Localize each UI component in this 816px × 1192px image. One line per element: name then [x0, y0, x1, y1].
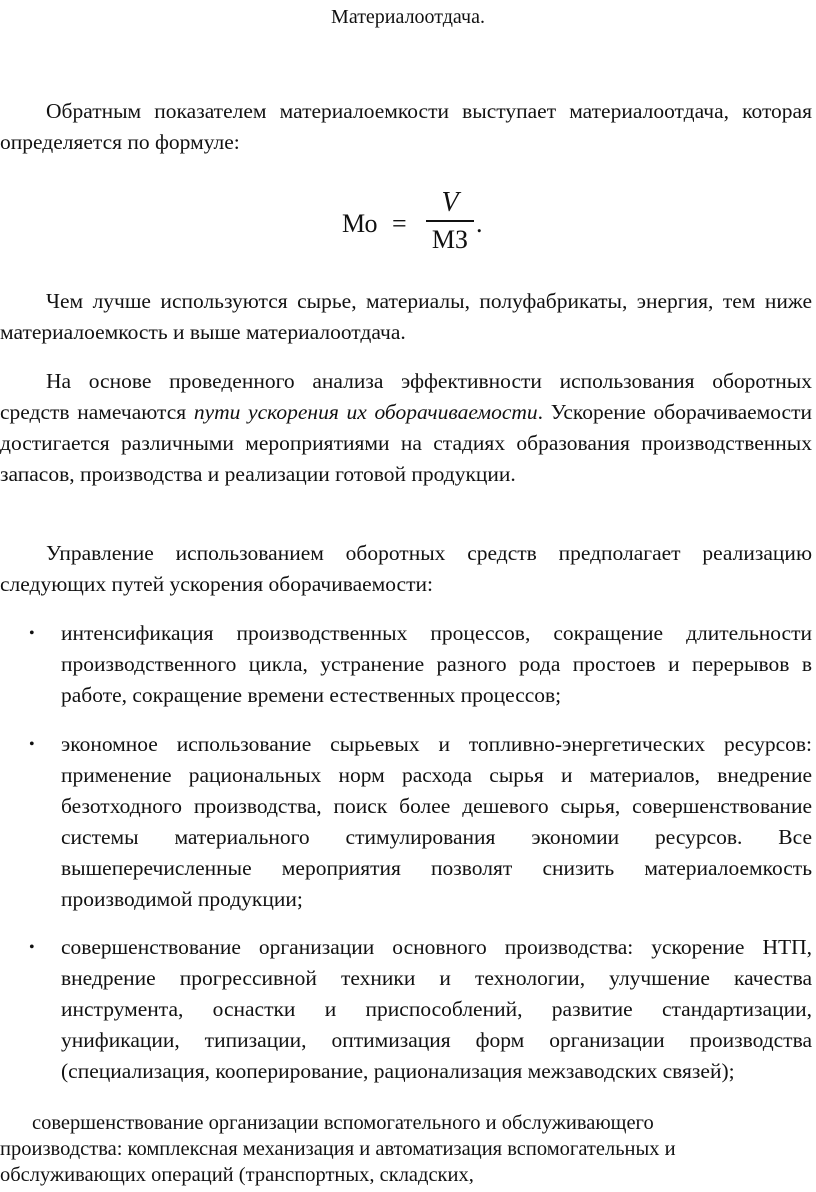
formula-fraction	[424, 186, 476, 258]
list-item	[0, 618, 812, 711]
list-item-text: экономное использование сырьевых и топливно-энергетических ресурсов: применение рациональных норм расхода сырья и материалов, внедрение безотходного производства, поиск более дешевого сырья, совершенствование системы материального стимулирования экономии ресурсов. Все вышеперечисленные мероприятия позволят снизить материалоемкость производимой продукции;	[61, 732, 812, 911]
list-item-text: интенсификация производственных процессов, сокращение длительности производственного цикла, устранение разного рода простоев и перерывов в работе, сокращение времени естественных процессов;	[61, 621, 812, 707]
paragraph-auxiliary-line: производства: комплексная механизация и автоматизация вспомогательных и	[0, 1138, 676, 1160]
paragraph-acceleration-rest: . Ускорение оборачиваемости достигается различными мероприятиями на стадиях образования производственных запасов, производства и реализации готовой продукции.	[0, 400, 812, 486]
formula-end: .	[476, 209, 483, 238]
paragraph-auxiliary-line: совершенствование организации вспомогательного и обслуживающего	[32, 1112, 654, 1134]
list-item	[0, 932, 812, 1087]
bullet-icon: •	[29, 736, 35, 753]
bullet-icon: •	[29, 625, 35, 642]
paragraph-acceleration	[0, 366, 812, 490]
paragraph-management: Управление использованием оборотных средств предполагает реализацию следующих путей ускорения оборачиваемости:	[0, 541, 812, 596]
formula-lhs: Мо	[342, 209, 378, 238]
paragraph-auxiliary	[0, 1110, 800, 1188]
paragraph-formula-intro: Обратным показателем материалоемкости выступает материалоотдача, которая определяется по формуле:	[0, 99, 812, 154]
paragraph-acceleration-italic: пути ускорения их оборачиваемости	[193, 400, 538, 424]
formula-numerator: V	[441, 187, 459, 218]
list-item-text: совершенствование организации основного производства: ускорение НТП, внедрение прогрессивной техники и технологии, улучшение качества инструмента, оснастки и приспособлений, развитие стандартизации, унификации, типизации, оптимизация форм организации производства (специализация, кооперирование, рационализация межзаводских связей);	[61, 935, 812, 1083]
formula	[342, 186, 492, 262]
document-title: Материалоотдача.	[331, 6, 485, 28]
bullet-icon: •	[29, 939, 35, 956]
formula-denominator: МЗ	[431, 225, 469, 254]
paragraph-auxiliary-line: обслуживающих операций (транспортных, складских,	[0, 1164, 474, 1186]
list-item	[0, 729, 812, 915]
formula-equals: =	[392, 209, 407, 238]
paragraph-materials: Чем лучше используются сырье, материалы, полуфабрикаты, энергия, тем ниже материалоемкость и выше материалоотдача.	[0, 289, 812, 344]
paragraph-acceleration-text: На основе проведенного анализа эффективности использования оборотных средств намечаются	[0, 369, 812, 424]
